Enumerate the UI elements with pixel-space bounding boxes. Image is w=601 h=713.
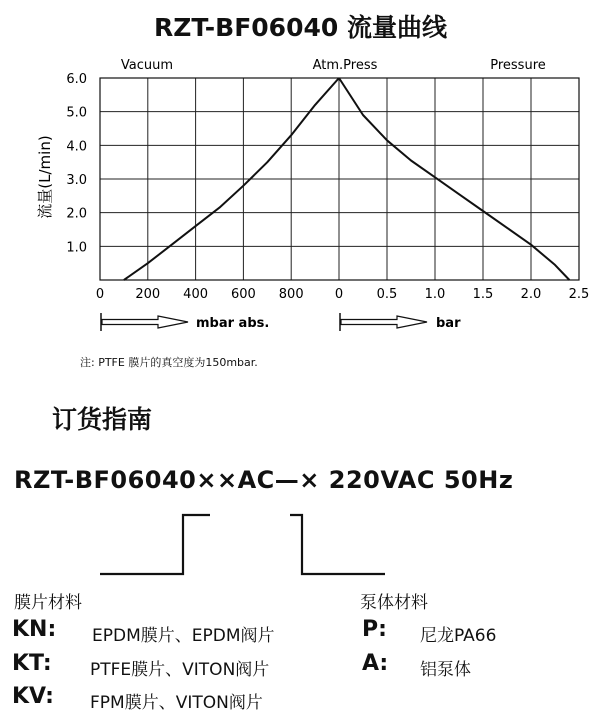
atm-press-label: Atm.Press	[312, 58, 378, 73]
x-tick-label-pressure: 0.5	[376, 287, 398, 302]
ordering-section-title: 订货指南	[52, 405, 153, 434]
chart-grid	[100, 78, 579, 280]
x-tick-label-pressure: 1.0	[424, 287, 446, 302]
model-code-brackets	[0, 505, 601, 585]
y-axis-tick-labels	[36, 72, 87, 255]
diaphragm-code-kt: KT:	[12, 651, 52, 676]
y-tick-label: 1.0	[66, 240, 87, 256]
x-tick-label-pressure: 2.5	[568, 287, 590, 302]
diaphragm-desc-kv: FPM膜片、VITON阀片	[90, 693, 263, 713]
y-tick-label: 2.0	[66, 206, 87, 222]
chart-note: 注: PTFE 膜片的真空度为150mbar.	[80, 356, 258, 369]
diaphragm-bracket	[100, 515, 210, 574]
x-tick-label-vacuum: 0	[95, 287, 105, 302]
chart-title: RZT-BF06040 流量曲线	[154, 13, 447, 42]
diaphragm-code-kv: KV:	[12, 684, 54, 709]
y-axis-title: 流量(L/min)	[36, 135, 54, 219]
pressure-label: Pressure	[490, 58, 546, 73]
x-tick-label-vacuum: 800	[278, 287, 304, 302]
x-tick-label-vacuum: 400	[183, 287, 209, 302]
y-tick-label: 3.0	[66, 173, 87, 188]
y-tick-label: 6.0	[66, 72, 87, 87]
pump-code-p: P:	[362, 617, 387, 642]
diaphragm-material-title: 膜片材料	[14, 593, 82, 613]
axis-unit-arrows	[101, 313, 461, 331]
vacuum-unit-arrow	[101, 313, 188, 331]
pump-code-a: A:	[362, 651, 389, 676]
x-tick-label-pressure: 0	[334, 287, 344, 302]
pressure-unit-arrow	[340, 313, 427, 331]
vacuum-label: Vacuum	[120, 58, 174, 73]
pump-bracket	[290, 515, 385, 574]
pump-material-title: 泵体材料	[360, 593, 428, 613]
pump-desc-p: 尼龙PA66	[420, 626, 497, 646]
arrow-shape	[102, 316, 188, 328]
arrow-shape	[341, 316, 427, 328]
x-tick-label-pressure: 1.5	[472, 287, 494, 302]
region-labels	[121, 58, 546, 73]
y-tick-label: 4.0	[66, 139, 87, 155]
diaphragm-desc-kn: EPDM膜片、EPDM阀片	[92, 626, 275, 646]
y-tick-label: 5.0	[66, 105, 87, 121]
diaphragm-desc-kt: PTFE膜片、VITON阀片	[90, 660, 270, 680]
vacuum-unit-label: mbar abs.	[196, 316, 270, 331]
model-code: RZT-BF06040××AC—× 220VAC 50Hz	[14, 466, 514, 494]
diaphragm-code-kn: KN:	[12, 617, 57, 642]
x-axis-tick-labels	[96, 287, 589, 302]
x-tick-label-vacuum: 600	[230, 287, 256, 302]
pressure-unit-label: bar	[436, 316, 461, 331]
x-tick-label-vacuum: 200	[135, 287, 161, 302]
pump-desc-a: 铝泵体	[420, 660, 471, 680]
x-tick-label-pressure: 2.0	[520, 287, 542, 302]
